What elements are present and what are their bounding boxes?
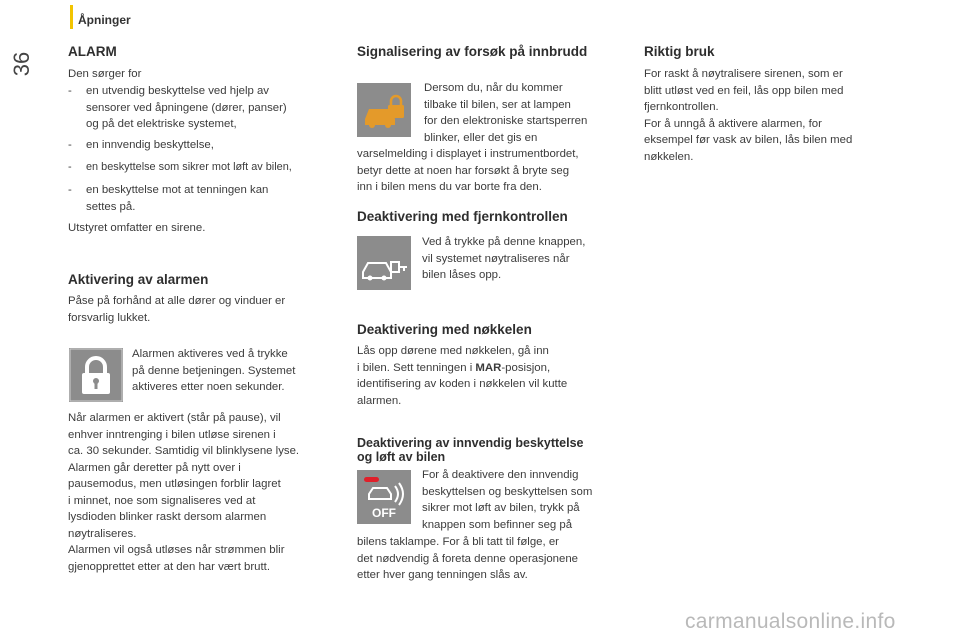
interior-description: bilens taklampe. For å bli tatt til følge, er det nødvendig å foreta denne operasjonene etter hver gang tenningen slås av. xyxy=(357,536,579,581)
activation-intro: Påse på forhånd at alle dører og vinduer er forsvarlig lukket. xyxy=(68,295,286,324)
chapter-title: Åpninger xyxy=(78,13,131,27)
interior-protection-off-icon xyxy=(357,470,411,524)
activation-icon-text: Alarmen aktiveres ved å trykke på denne betjeningen. Systemet aktiveres etter noen sekunder. xyxy=(132,348,296,393)
list-item: - en beskyttelse som sikrer mot løft av bilen, xyxy=(68,161,292,173)
alarm-intro: Den sørger for xyxy=(68,68,142,80)
signal-title: Signalisering av forsøk på innbrudd xyxy=(357,44,588,59)
list-item: - en utvendig beskyttelse ved hjelp av sensorer ved åpningene (dører, panser) og på det elektriske systemet, xyxy=(68,85,287,130)
equipment-note: Utstyret omfatter en sirene. xyxy=(68,222,206,234)
alarm-title: ALARM xyxy=(68,44,117,59)
padlock-icon xyxy=(69,348,123,402)
chapter-marker xyxy=(70,5,73,29)
off-label: OFF xyxy=(372,506,396,520)
activation-description: Når alarmen er aktivert (står på pause), vil enhver inntrenging i bilen utløse sirenen i ca. 30 sekunder. Samtidig vil blinklysene lyse. Alarmen går deretter på nytt over i pausemodus, men utløsingen forblir lagret i minnet, noe som signaliseres ved at lysdioden blinker raskt dersom alarmen nøytraliseres. Alarmen vil også utløses når strømmen blir gjenopprettet etter at den har vært brutt. xyxy=(68,412,300,573)
proper-use-title: Riktig bruk xyxy=(644,44,715,59)
proper-use-text: For raskt å nøytralisere sirenen, som er blitt utløst ved en feil, lås opp bilen med fjernkontrollen. For å unngå å aktivere alarmen, for eksempel før vask av bilen, lås bilen med nøkkelen. xyxy=(644,68,853,163)
signal-icon-text: Dersom du, når du kommer tilbake til bilen, ser at lampen for den elektroniske startsperren blinker, eller det gis en xyxy=(424,82,588,144)
list-item: - en beskyttelse mot at tenningen kan settes på. xyxy=(68,184,269,213)
list-item: - en innvendig beskyttelse, xyxy=(68,139,214,151)
key-description: Lås opp dørene med nøkkelen, gå inn i bilen. Sett tenningen i MAR-posisjon, identifisering av koden i nøkkelen vil kutte alarmen. xyxy=(357,345,568,407)
key-title: Deaktivering med nøkkelen xyxy=(357,322,532,337)
watermark: carmanualsonline.info xyxy=(685,610,896,633)
interior-icon-text: For å deaktivere den innvendig beskyttelsen og beskyttelsen som sikrer mot løft av bilen, trykk på knappen som befinner seg på xyxy=(422,469,593,531)
signal-description: varselmelding i displayet i instrumentbordet, betyr dette at noen har forsøkt å bryte seg inn i bilen mens du var borte fra den. xyxy=(357,148,579,193)
car-key-unlock-icon xyxy=(357,236,411,290)
interior-title: Deaktivering av innvendig beskyttelse og løft av bilen xyxy=(357,436,584,464)
remote-title: Deaktivering med fjernkontrollen xyxy=(357,209,568,224)
activation-title: Aktivering av alarmen xyxy=(68,272,209,287)
remote-text: Ved å trykke på denne knappen, vil systemet nøytraliseres når bilen låses opp. xyxy=(422,236,586,281)
car-lock-warning-icon xyxy=(357,83,411,137)
page-number: 36 xyxy=(9,51,34,77)
